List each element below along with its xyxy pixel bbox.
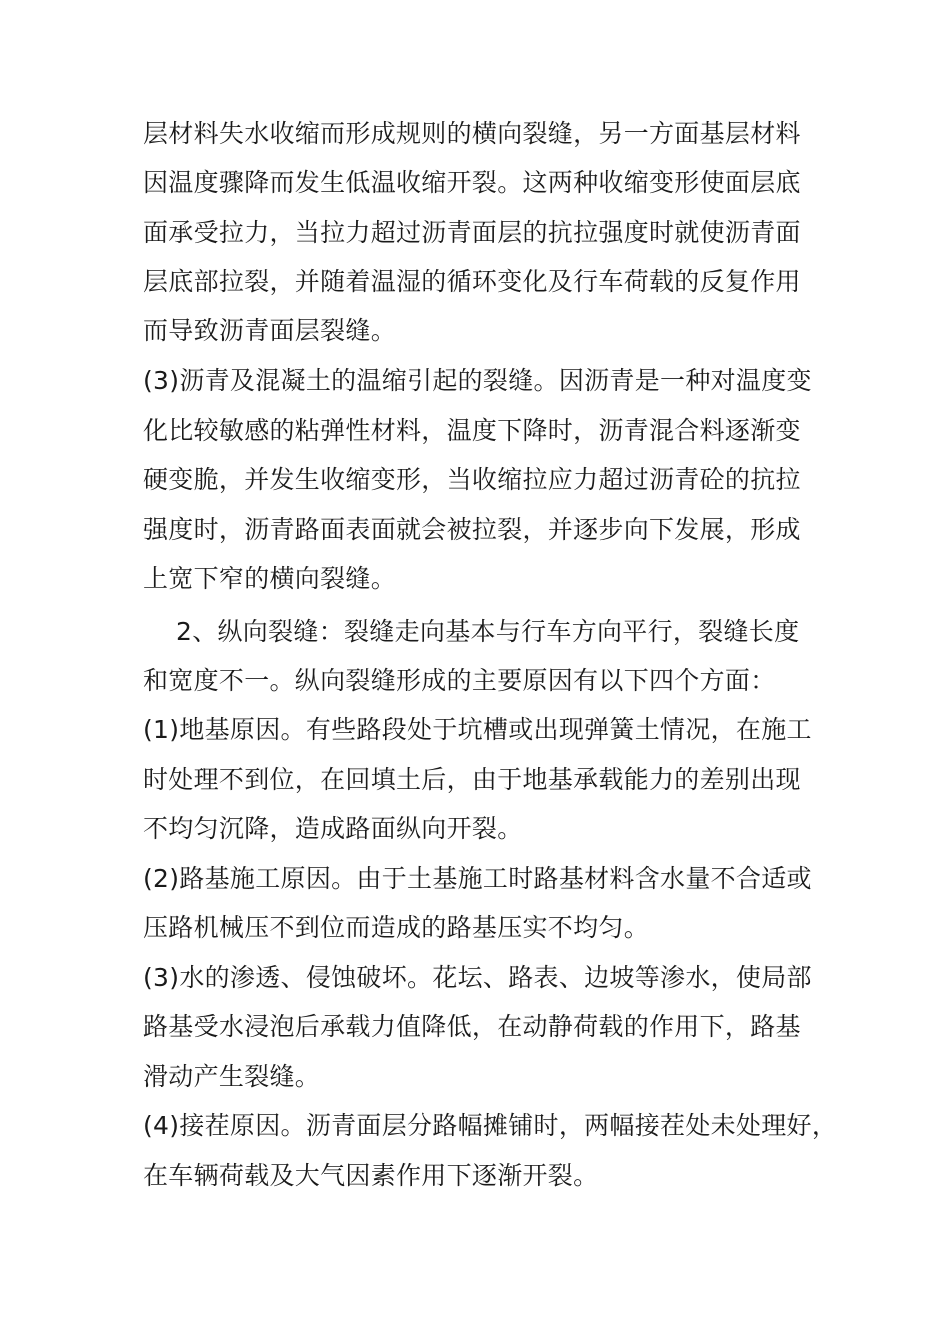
text-line: 在车辆荷载及大气因素作用下逐渐开裂。 xyxy=(143,1161,599,1190)
text-line: 因温度骤降而发生低温收缩开裂。这两种收缩变形使面层底 xyxy=(143,168,801,197)
text-line: (1)地基原因。有些路段处于坑槽或出现弹簧土情况，在施工 xyxy=(143,715,812,744)
text-line: (4)接茬原因。沥青面层分路幅摊铺时，两幅接茬处未处理好， xyxy=(143,1111,838,1140)
text-line: 时处理不到位，在回填土后，由于地基承载能力的差别出现 xyxy=(143,765,801,794)
text-line: 2、纵向裂缝：裂缝走向基本与行车方向平行，裂缝长度 xyxy=(176,617,800,646)
text-line: 上宽下窄的横向裂缝。 xyxy=(143,564,397,593)
text-line: 化比较敏感的粘弹性材料，温度下降时，沥青混合料逐渐变 xyxy=(143,416,801,445)
text-line: 和宽度不一。纵向裂缝形成的主要原因有以下四个方面： xyxy=(143,666,776,695)
text-line: 强度时，沥青路面表面就会被拉裂，并逐步向下发展，形成 xyxy=(143,515,801,544)
text-line: 压路机械压不到位而造成的路基压实不均匀。 xyxy=(143,913,650,942)
text-line: 层材料失水收缩而形成规则的横向裂缝，另一方面基层材料 xyxy=(143,119,801,148)
text-line: 面承受拉力，当拉力超过沥青面层的抗拉强度时就使沥青面 xyxy=(143,218,801,247)
text-line: 路基受水浸泡后承载力值降低，在动静荷载的作用下，路基 xyxy=(143,1012,801,1041)
text-line: (3)沥青及混凝土的温缩引起的裂缝。因沥青是一种对温度变 xyxy=(143,366,812,395)
text-line: 硬变脆，并发生收缩变形，当收缩拉应力超过沥青砼的抗拉 xyxy=(143,465,801,494)
text-line: 滑动产生裂缝。 xyxy=(143,1062,321,1091)
text-line: (2)路基施工原因。由于土基施工时路基材料含水量不合适或 xyxy=(143,864,812,893)
text-line: 而导致沥青面层裂缝。 xyxy=(143,316,397,345)
text-line: (3)水的渗透、侵蚀破坏。花坛、路表、边坡等渗水，使局部 xyxy=(143,963,812,992)
text-line: 不均匀沉降，造成路面纵向开裂。 xyxy=(143,814,523,843)
text-line: 层底部拉裂，并随着温湿的循环变化及行车荷载的反复作用 xyxy=(143,267,801,296)
